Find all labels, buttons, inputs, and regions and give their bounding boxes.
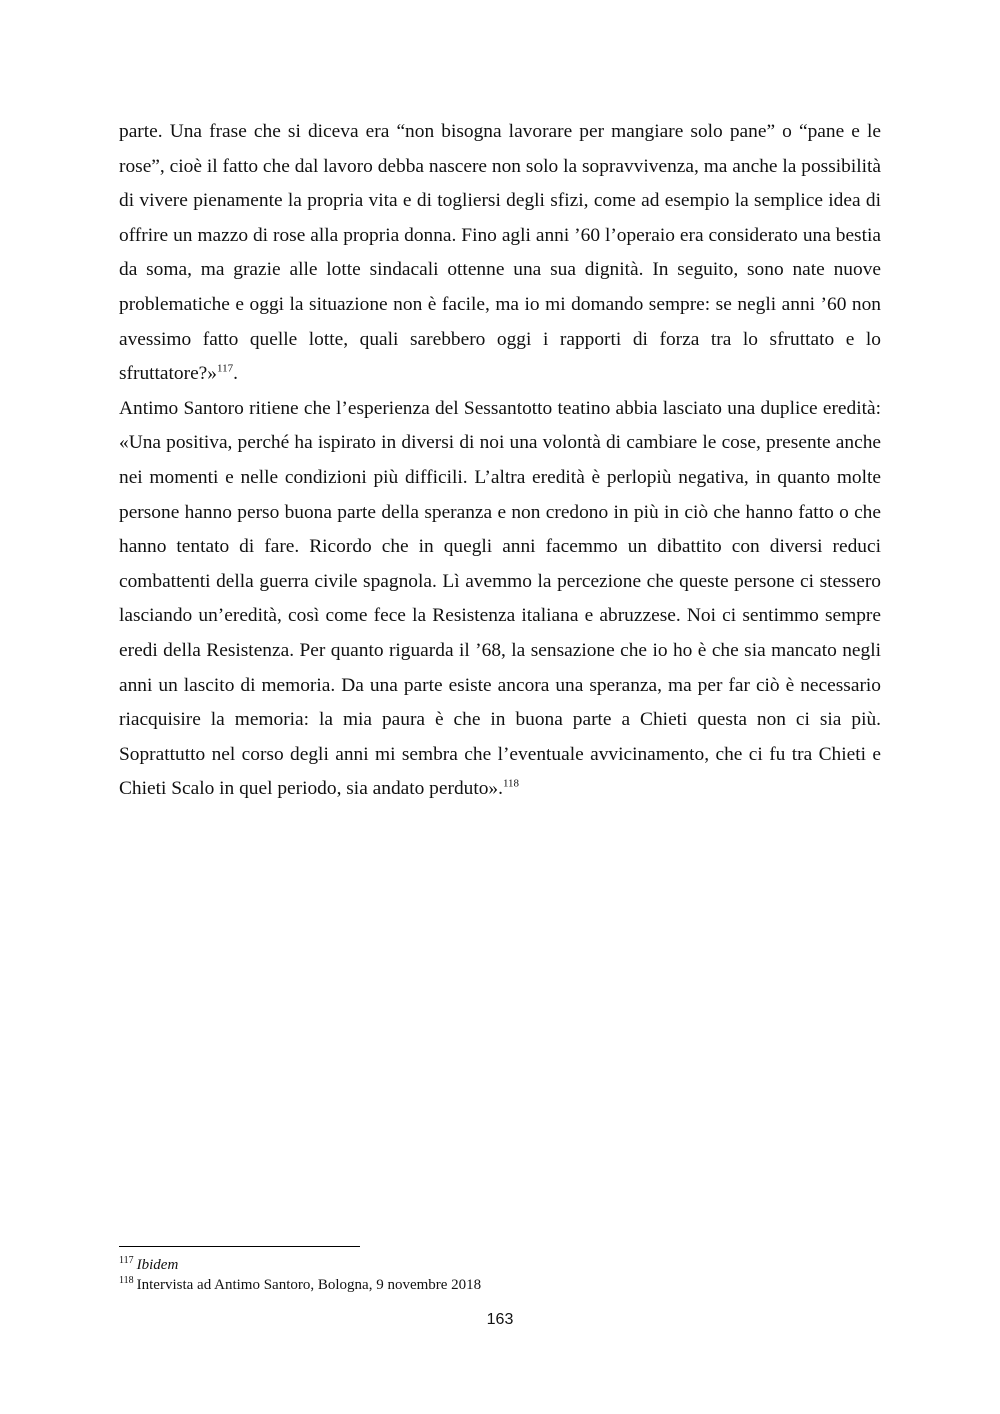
- footnote-number: 118: [119, 1275, 134, 1286]
- page-number: 163: [486, 1311, 514, 1328]
- paragraph-1: [119, 115, 881, 392]
- footnote-ref-118[interactable]: 118: [502, 777, 520, 790]
- footnote-text: Intervista ad Antimo Santoro, Bologna, 9 novembre 2018: [136, 1277, 482, 1293]
- paragraph-2-text: Antimo Santoro ritiene che l’esperienza del Sessantotto teatino abbia lasciato una duplice eredità: «Una positiva, perché ha ispirato in diversi di noi una volontà di cambiare le cose, presente anche nei momenti e nelle condizioni più difficili. L’altra eredità è perlopiù negativa, in quanto molte persone hanno perso buona parte della speranza e non credono in più in ciò che hanno fatto o che hanno tentato di fare. Ricordo che in quegli anni facemmo un dibattito con diversi reduci combattenti della guerra civile spagnola. Lì avemmo la percezione che queste persone ci stessero lasciando un’eredità, così come fece la Resistenza italiana e abruzzese. Noi ci sentimmo sempre eredi della Resistenza. Per quanto riguarda il ’68, la sensazione che io ho è che sia mancato negli anni un lascito di memoria. Da una parte esiste ancora una speranza, ma per far ciò è necessario riacquisire la memoria: la mia paura è che in buona parte a Chieti questa non ci sia più. Soprattutto nel corso degli anni mi sembra che l’eventuale avvicinamento, che ci fu tra Chieti e Chieti Scalo in quel periodo, sia andato perduto».: [119, 397, 881, 800]
- paragraph-2: [119, 392, 881, 807]
- footnote-117: [119, 1255, 881, 1275]
- footnotes: [119, 1255, 881, 1295]
- paragraph-1-tail: .: [233, 363, 238, 385]
- paragraph-1-text: parte. Una frase che si diceva era “non bisogna lavorare per mangiare solo pane” o “pane e le rose”, cioè il fatto che dal lavoro debba nascere non solo la sopravvivenza, ma anche la possibilità di vivere pienamente la propria vita e di togliersi degli sfizi, come ad esempio la semplice idea di offrire un mazzo di rose alla propria donna. Fino agli anni ’60 l’operaio era considerato una bestia da soma, ma grazie alle lotte sindacali ottenne una sua dignità. In seguito, sono nate nuove problematiche e oggi la situazione non è facile, ma io mi domando sempre: se negli anni ’60 non avessimo fatto quelle lotte, quali sarebbero oggi i rapporti di forza tra lo sfruttato e lo sfruttatore?»: [119, 121, 881, 385]
- footnote-separator: [119, 1246, 360, 1247]
- footnote-text: Ibidem: [136, 1257, 179, 1273]
- footnote-ref-117[interactable]: 117: [217, 362, 234, 375]
- footnote-number: 117: [119, 1255, 134, 1266]
- body-text: [119, 115, 881, 807]
- footnote-118: [119, 1275, 881, 1295]
